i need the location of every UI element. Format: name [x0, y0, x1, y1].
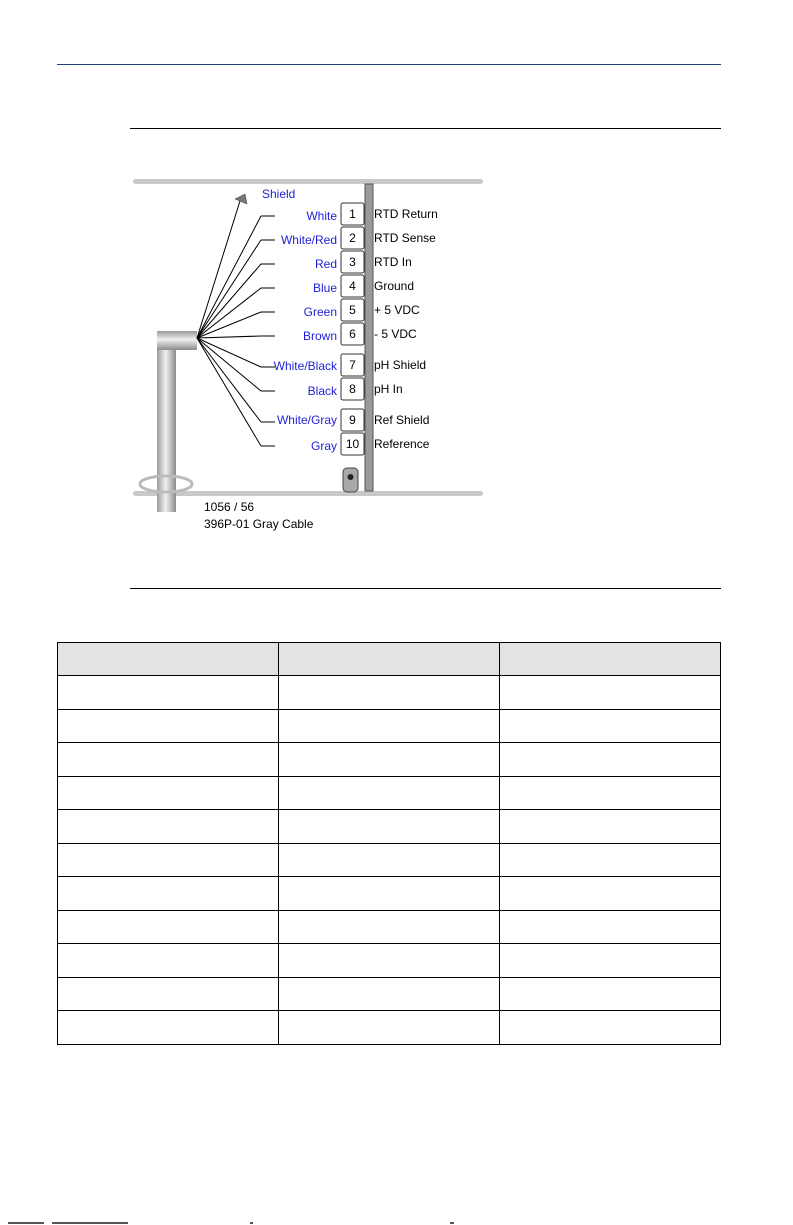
table-row — [58, 844, 721, 877]
terminal-number: 10 — [345, 437, 360, 451]
table-cell — [500, 844, 721, 877]
table-cell — [500, 1011, 721, 1045]
table-cell — [279, 911, 500, 944]
footer-marks — [0, 1218, 793, 1225]
terminal-strip — [365, 184, 373, 491]
wire-line — [197, 336, 261, 338]
table-row — [58, 911, 721, 944]
table-cell — [279, 710, 500, 743]
table-row — [58, 710, 721, 743]
table-row — [58, 676, 721, 710]
wire-line — [197, 338, 261, 391]
table-row — [58, 944, 721, 978]
terminal-number: 5 — [349, 303, 356, 317]
terminal-function-label: pH In — [374, 382, 403, 396]
wiring-table — [57, 642, 721, 1045]
table-cell — [279, 978, 500, 1011]
terminal-number: 7 — [349, 358, 356, 372]
terminal-function-label: Ref Shield — [374, 413, 430, 427]
table-cell — [500, 911, 721, 944]
table-row — [58, 810, 721, 844]
table-cell — [279, 944, 500, 978]
table-cell — [500, 944, 721, 978]
wire-line — [197, 338, 261, 367]
table-cell — [58, 911, 279, 944]
table-cell — [58, 777, 279, 810]
terminal-function-label: RTD Sense — [374, 231, 436, 245]
table-cell — [58, 978, 279, 1011]
wire-color-label: Brown — [302, 329, 337, 343]
wire-color-label: White/Black — [273, 359, 337, 373]
table-cell — [279, 844, 500, 877]
table-row — [58, 743, 721, 777]
wire-color-label: White — [306, 209, 337, 223]
table-cell — [500, 978, 721, 1011]
terminal-function-label: + 5 VDC — [374, 303, 420, 317]
table-cell — [58, 944, 279, 978]
wire-line — [197, 240, 261, 338]
cable-model-text: 1056 / 56 — [204, 500, 255, 514]
wire-color-label: Green — [303, 305, 337, 319]
table-row — [58, 877, 721, 911]
cable-vertical — [157, 334, 176, 512]
terminal-function-label: pH Shield — [374, 358, 427, 372]
terminal-function-label: - 5 VDC — [374, 327, 417, 341]
terminal-function-label: Reference — [374, 437, 430, 451]
wire-color-label: Gray — [310, 439, 337, 453]
table-cell — [58, 710, 279, 743]
table-cell — [58, 844, 279, 877]
table-cell — [500, 810, 721, 844]
terminal-number: 8 — [349, 382, 356, 396]
wire-line — [197, 338, 261, 422]
wire-color-label: White/Red — [280, 233, 337, 247]
table-row — [58, 978, 721, 1011]
shield-wire — [197, 201, 240, 338]
table-cell — [279, 676, 500, 710]
table-cell — [279, 810, 500, 844]
cable-description-text: 396P-01 Gray Cable — [204, 517, 314, 531]
table-cell — [58, 877, 279, 911]
panel-top-edge — [133, 179, 483, 184]
terminal-number: 9 — [349, 413, 356, 427]
wire-color-label: White/Gray — [276, 413, 337, 427]
terminal-number: 1 — [349, 207, 356, 221]
terminal-function-label: Ground — [374, 279, 415, 293]
terminal-number: 6 — [349, 327, 356, 341]
wire-color-label: Black — [307, 384, 337, 398]
table-cell — [279, 877, 500, 911]
table-row — [58, 1011, 721, 1045]
wire-line — [197, 216, 261, 338]
terminal-number: 4 — [349, 279, 356, 293]
table-cell — [58, 743, 279, 777]
terminal-function-label: RTD Return — [374, 207, 438, 221]
wire-color-label: Red — [314, 257, 337, 271]
table-header-row — [58, 643, 721, 676]
terminal-number: 3 — [349, 255, 356, 269]
table-header-cell — [500, 643, 721, 676]
mounting-hole — [348, 474, 354, 480]
table-cell — [279, 777, 500, 810]
table-cell — [279, 743, 500, 777]
wire-line — [197, 288, 261, 338]
wire-line — [197, 264, 261, 338]
shield-label: Shield — [262, 187, 296, 201]
wire-color-label: Blue — [312, 281, 337, 295]
table-cell — [500, 676, 721, 710]
table-header-cell — [58, 643, 279, 676]
wire-line — [197, 312, 261, 338]
cable-elbow — [157, 331, 197, 350]
table-cell — [58, 810, 279, 844]
table-cell — [500, 877, 721, 911]
table-cell — [58, 676, 279, 710]
table-cell — [500, 743, 721, 777]
table-cell — [500, 777, 721, 810]
table-cell — [58, 1011, 279, 1045]
terminal-function-label: RTD In — [374, 255, 412, 269]
table-cell — [500, 710, 721, 743]
table-cell — [279, 1011, 500, 1045]
wire-line — [197, 338, 261, 446]
wiring-diagram — [0, 0, 793, 600]
table-header-cell — [279, 643, 500, 676]
wires-group — [197, 203, 438, 455]
shield-drain-tip — [235, 194, 247, 204]
terminal-number: 2 — [349, 231, 356, 245]
panel-bottom-edge — [133, 491, 483, 496]
table-row — [58, 777, 721, 810]
